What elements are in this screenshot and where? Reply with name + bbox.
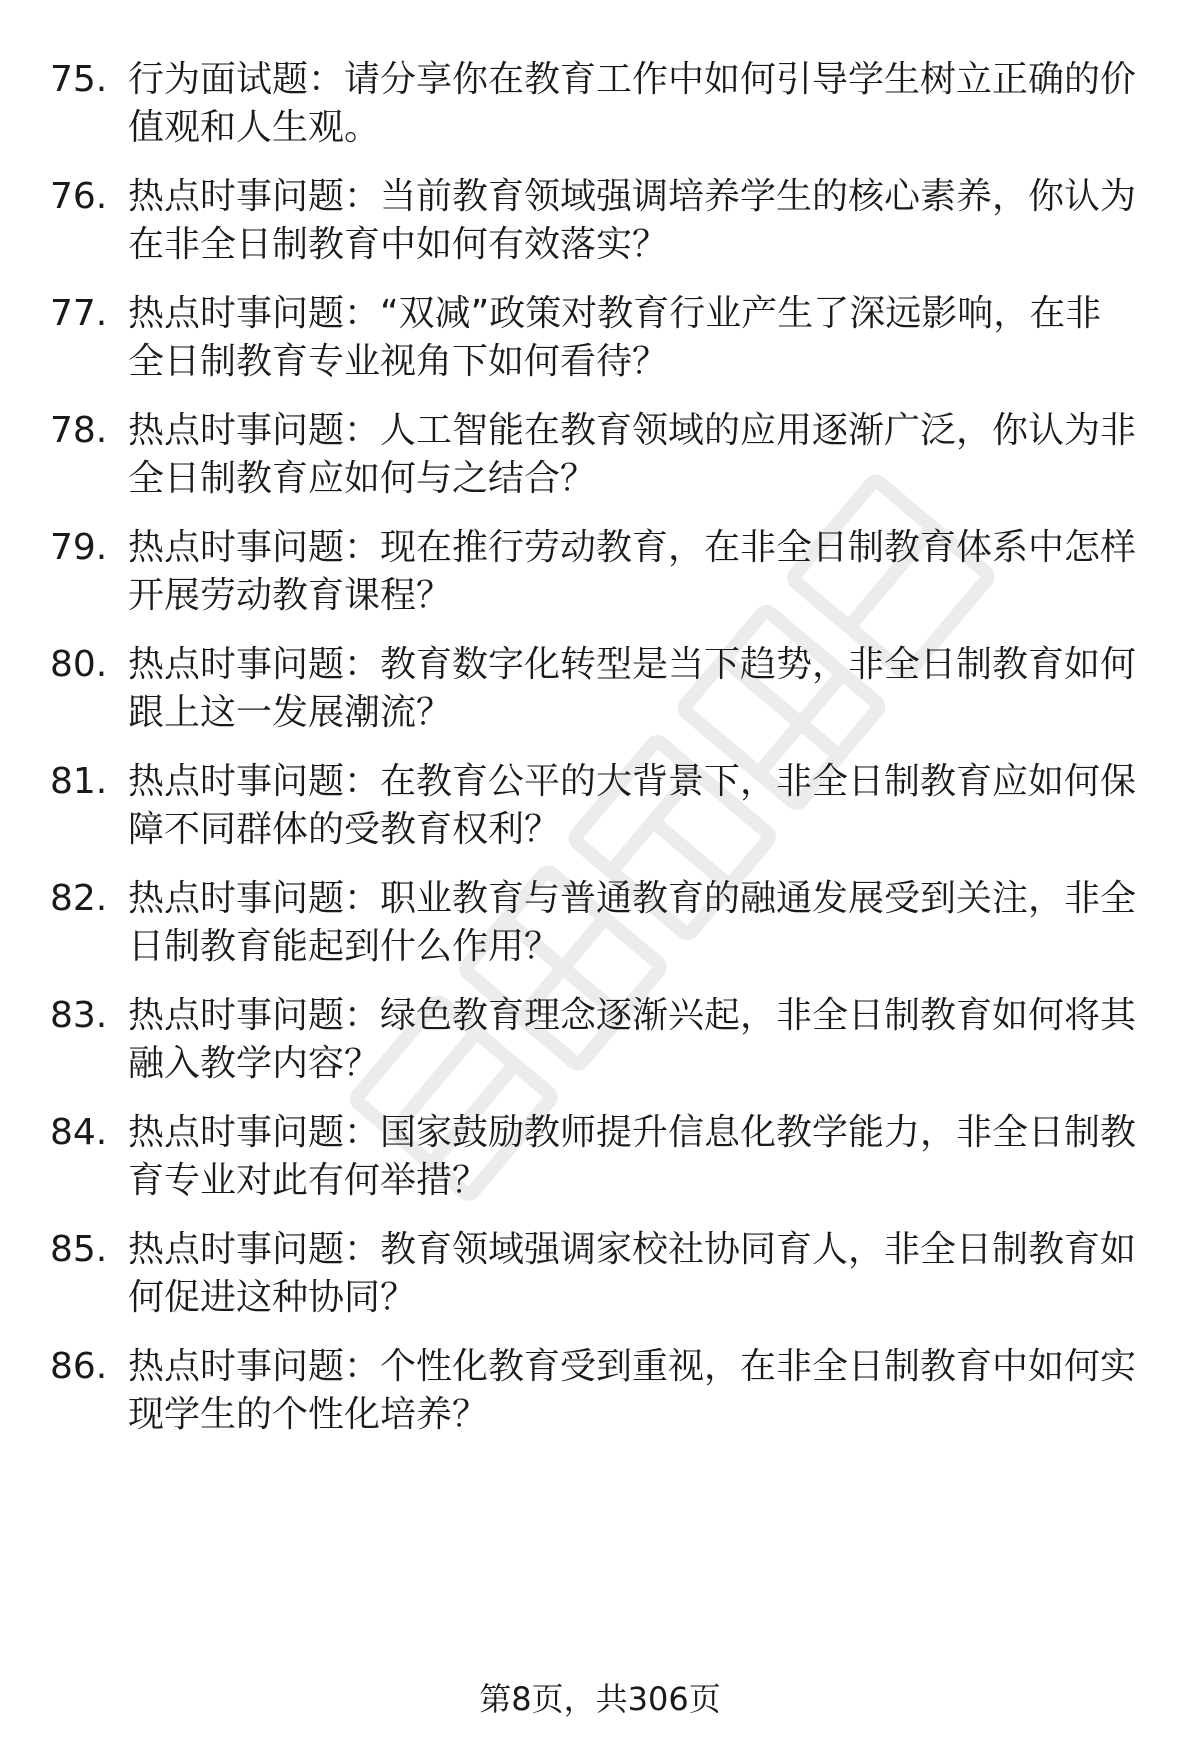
question-text — [128, 56, 1138, 152]
question-line: 开展劳动教育课程？ — [128, 575, 453, 616]
question-number: 78. — [50, 410, 108, 451]
question-text — [128, 173, 1138, 269]
question-number: 86. — [50, 1346, 108, 1387]
question-line: 全日制教育应如何与之结合？ — [128, 458, 597, 499]
question-number: 80. — [50, 644, 108, 685]
list-item — [0, 1109, 1200, 1219]
question-line: 热点时事问题：个性化教育受到重视，在非全日制教育中如何实 — [128, 1346, 1137, 1387]
question-line: 值观和人生观。 — [128, 107, 381, 148]
list-item — [0, 407, 1200, 517]
question-number: 85. — [50, 1229, 108, 1270]
list-item — [0, 875, 1200, 985]
question-text — [128, 1343, 1138, 1439]
question-line: 日制教育能起到什么作用？ — [128, 926, 561, 967]
question-number: 82. — [50, 878, 108, 919]
question-line: 障不同群体的受教育权利？ — [128, 809, 561, 850]
question-text — [128, 641, 1138, 737]
list-item — [0, 173, 1200, 283]
question-line: 何促进这种协同？ — [128, 1277, 417, 1318]
question-line: 热点时事问题：现在推行劳动教育，在非全日制教育体系中怎样 — [128, 527, 1137, 568]
page-footer: 第8页，共306页 — [479, 1680, 721, 1718]
question-number: 75. — [50, 59, 108, 100]
question-text — [128, 290, 1138, 386]
question-line: 热点时事问题：国家鼓励教师提升信息化教学能力，非全日制教 — [128, 1112, 1137, 1153]
question-line: 行为面试题：请分享你在教育工作中如何引导学生树立正确的价 — [128, 59, 1137, 100]
list-item — [0, 524, 1200, 634]
list-item — [0, 641, 1200, 751]
question-text — [128, 1226, 1138, 1322]
list-item — [0, 1343, 1200, 1453]
question-line: 热点时事问题：职业教育与普通教育的融通发展受到关注，非全 — [128, 878, 1137, 919]
question-line: 跟上这一发展潮流？ — [128, 692, 453, 733]
question-line: 育专业对此有何举措？ — [128, 1160, 489, 1201]
question-line: 热点时事问题：“双减”政策对教育行业产生了深远影响，在非 — [128, 293, 1102, 334]
list-item — [0, 992, 1200, 1102]
question-line: 热点时事问题：教育领域强调家校社协同育人，非全日制教育如 — [128, 1229, 1137, 1270]
list-item — [0, 290, 1200, 400]
question-line: 全日制教育专业视角下如何看待？ — [128, 341, 669, 382]
question-line: 热点时事问题：教育数字化转型是当下趋势，非全日制教育如何 — [128, 644, 1137, 685]
question-number: 83. — [50, 995, 108, 1036]
question-line: 热点时事问题：在教育公平的大背景下，非全日制教育应如何保 — [128, 761, 1137, 802]
question-line: 在非全日制教育中如何有效落实？ — [128, 224, 669, 265]
question-text — [128, 875, 1138, 971]
question-line: 热点时事问题：绿色教育理念逐渐兴起，非全日制教育如何将其 — [128, 995, 1137, 1036]
list-item — [0, 56, 1200, 166]
question-line: 现学生的个性化培养？ — [128, 1394, 489, 1435]
list-item — [0, 758, 1200, 868]
question-number: 84. — [50, 1112, 108, 1153]
question-line: 热点时事问题：人工智能在教育领域的应用逐渐广泛，你认为非 — [128, 410, 1137, 451]
question-line: 融入教学内容？ — [128, 1043, 381, 1084]
list-item — [0, 1226, 1200, 1336]
question-number: 77. — [50, 293, 108, 334]
question-text — [128, 992, 1138, 1088]
question-text — [128, 758, 1138, 854]
question-line: 热点时事问题：当前教育领域强调培养学生的核心素养，你认为 — [128, 176, 1137, 217]
question-text — [128, 407, 1138, 503]
question-number: 79. — [50, 527, 108, 568]
question-number: 81. — [50, 761, 108, 802]
question-text — [128, 1109, 1138, 1205]
question-number: 76. — [50, 176, 108, 217]
question-text — [128, 524, 1138, 620]
